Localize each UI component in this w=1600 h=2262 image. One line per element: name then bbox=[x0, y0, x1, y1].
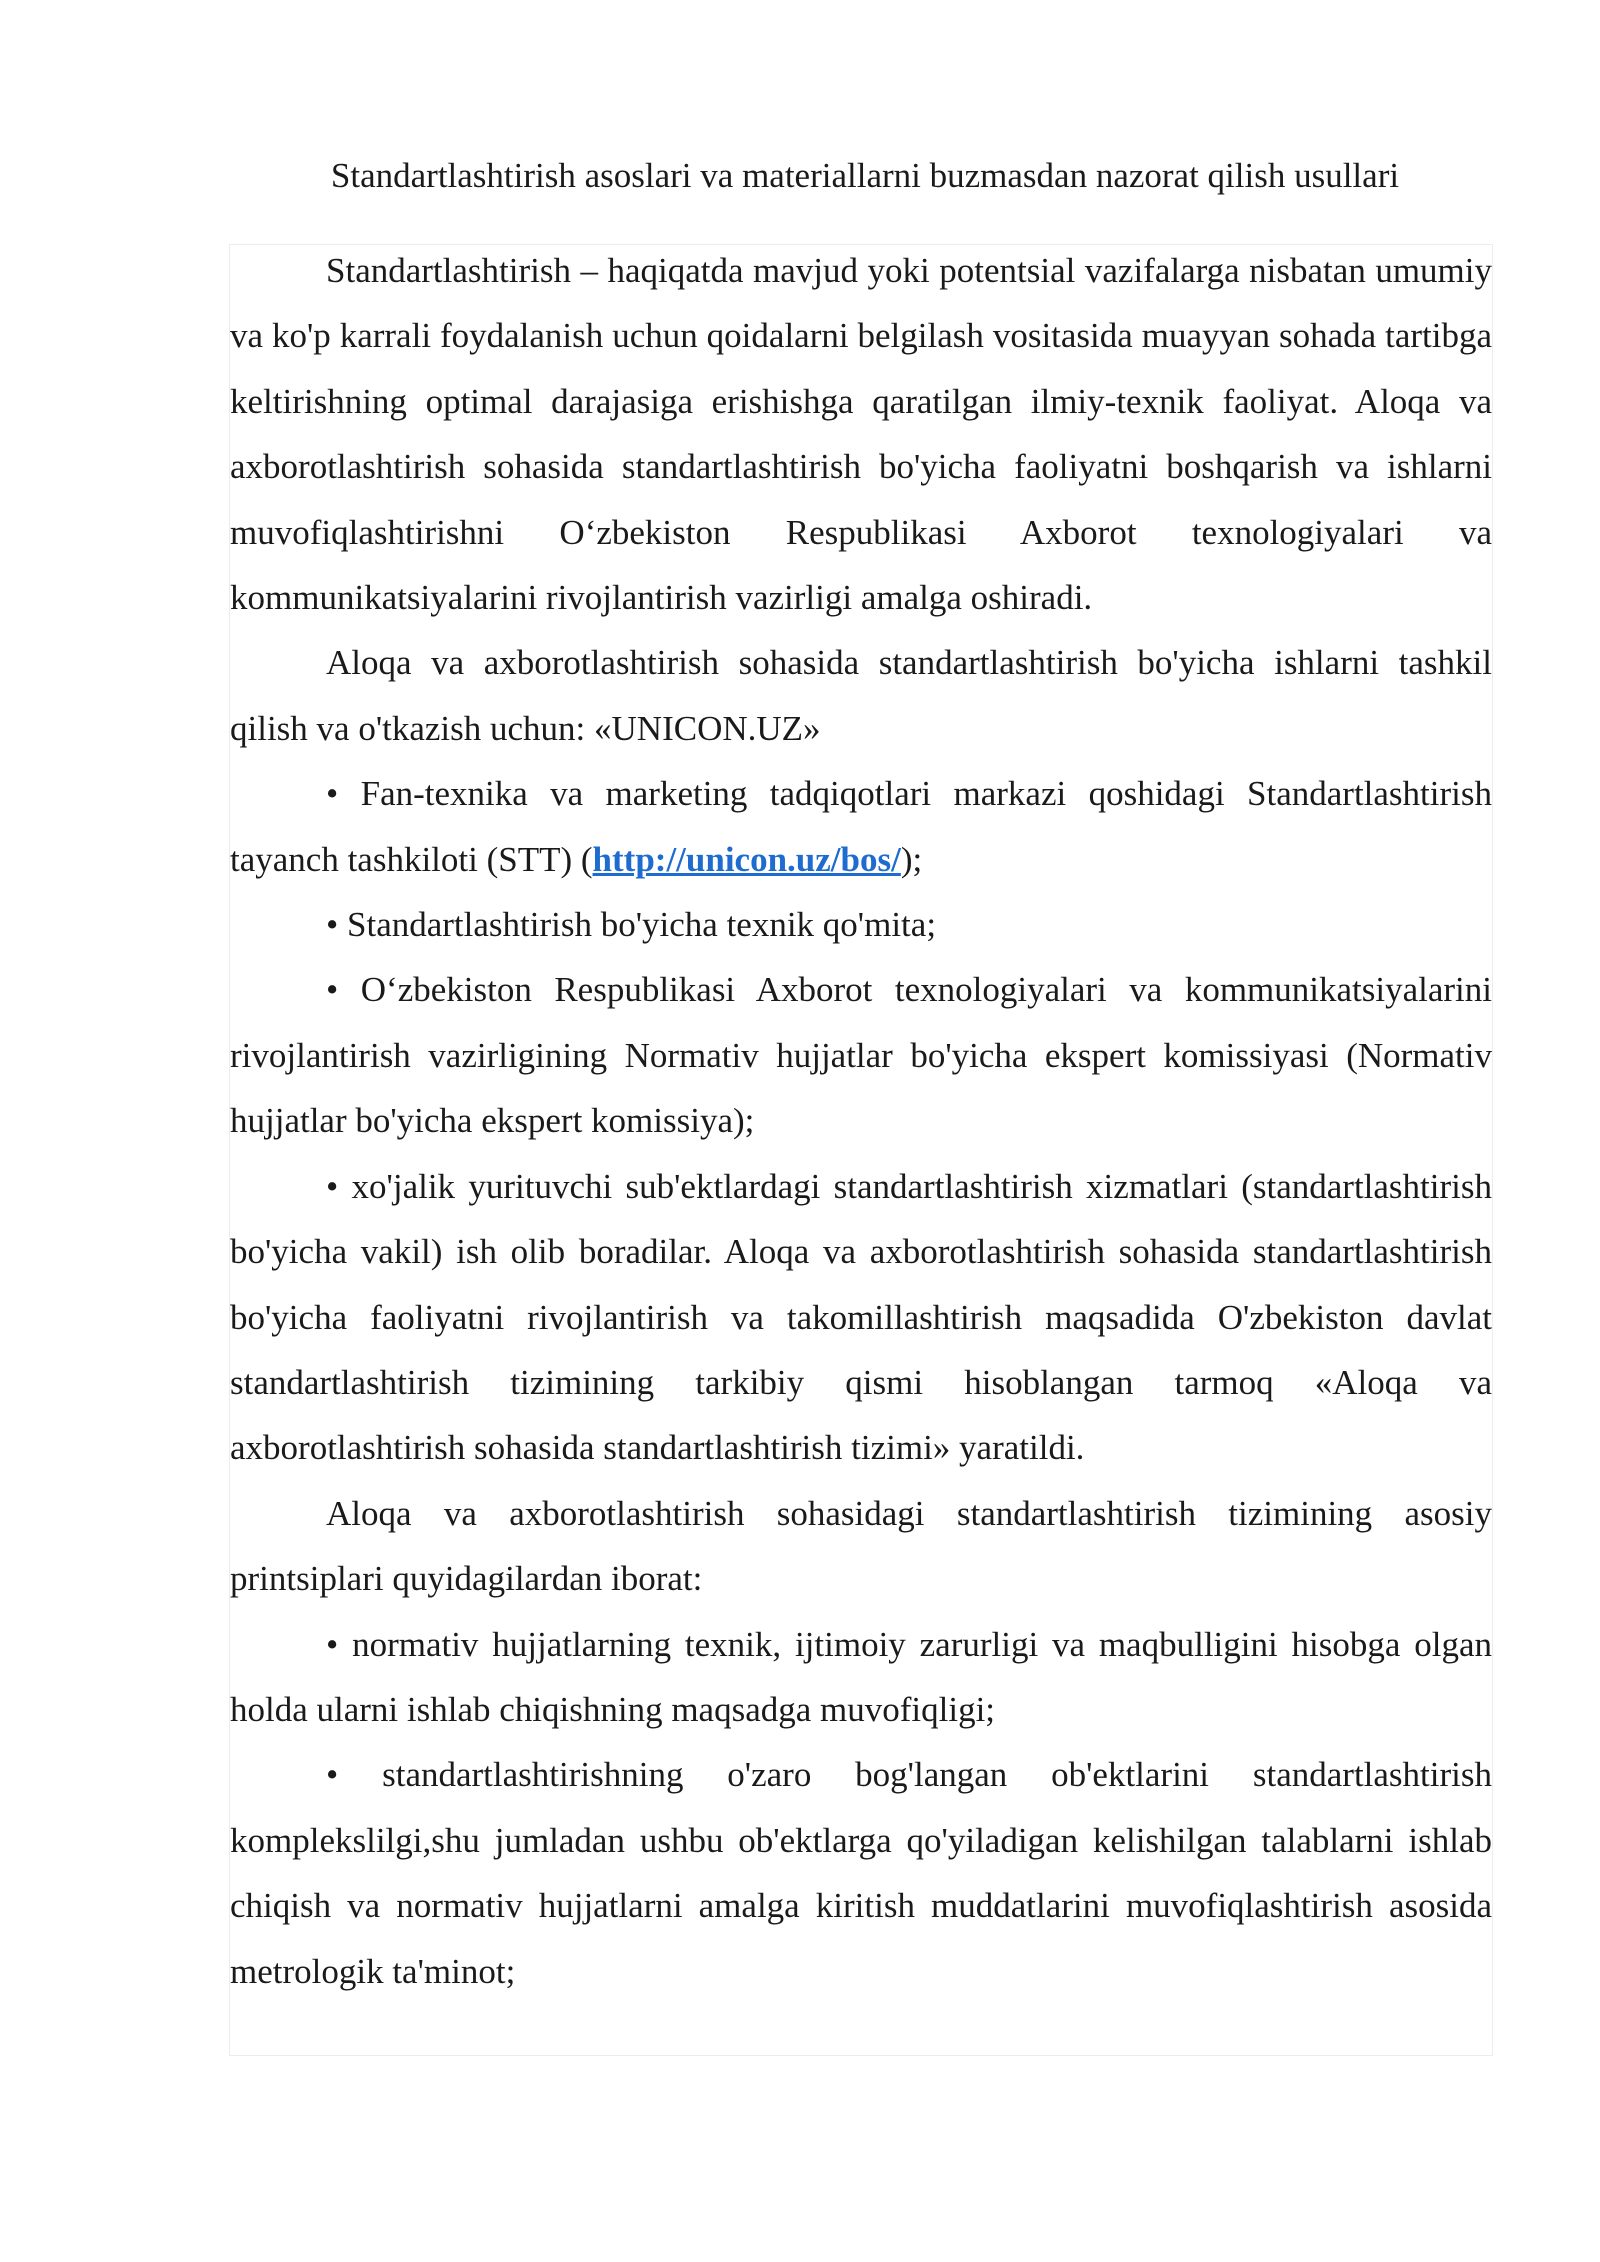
stt-item-end: ); bbox=[900, 839, 923, 879]
paragraph-organization: Aloqa va axborotlashtirish sohasida standartlashtirish bo'yicha ishlarni tashkil qilish va o'tkazish uchun: «UNICON.UZ» bbox=[230, 643, 1492, 748]
paragraph-principle-complexity: • standartlashtirishning o'zaro bog'langan ob'ektlarini standartlashtirish komplekslilgi,shu jumladan ushbu ob'ektlarga qo'yiladigan kelishilgan talablarni ishlab chiqish va normativ hujjatlarni amalga kiritish muddatlarini muvofiqlashtirish asosida metrologik ta'minot; bbox=[230, 1755, 1492, 1991]
paragraph-stt-item bbox=[230, 761, 1492, 892]
paragraph-principles-intro: Aloqa va axborotlashtirish sohasidagi standartlashtirish tizimining asosiy printsiplari quyidagilardan iborat: bbox=[230, 1493, 1492, 1599]
paragraph-services: • xo'jalik yurituvchi sub'ektlardagi standartlashtirish xizmatlari (standartlashtirish bo'yicha vakil) ish olib boradilar. Aloqa va axborotlashtirish sohasida standartlashtirish bo'yicha faoliyatni rivojlantirish va takomillashtirish maqsadida O'zbekiston davlat standartlashtirish tizimining tarkibiy qismi hisoblangan tarmoq «Aloqa va axborotlashtirish sohasida standartlashtirish tizimi» yaratildi. bbox=[230, 1166, 1492, 1468]
document-title: Standartlashtirish asoslari va materiallarni buzmasdan nazorat qilish usullari bbox=[330, 156, 1400, 195]
paragraph-technical-committee: • Standartlashtirish bo'yicha texnik qo'mita; bbox=[326, 905, 937, 945]
document-body bbox=[230, 238, 1492, 2004]
unicon-link[interactable]: http://unicon.uz/bos/ bbox=[592, 839, 901, 879]
paragraph-expert-commission: • O‘zbekiston Respublikasi Axborot texnologiyalari va kommunikatsiyalarini rivojlantirish vazirligining Normativ hujjatlar bo'yicha ekspert komissiyasi (Normativ hujjatlar bo'yicha ekspert komissiya); bbox=[230, 970, 1492, 1141]
paragraph-definition: Standartlashtirish – haqiqatda mavjud yoki potentsial vazifalarga nisbatan umumiy va ko'p karrali foydalanish uchun qoidalarni belgilash vositasida muayyan sohada tartibga keltirishning optimal darajasiga erishishga qaratilgan ilmiy-texnik faoliyat. Aloqa va axborotlashtirish sohasida standartlashtirish bo'yicha faoliyatni boshqarish va ishlarni muvofiqlashtirishni O‘zbekiston Respublikasi Axborot texnologiyalari va kommunikatsiyalarini rivojlantirish vazirligi amalga oshiradi. bbox=[230, 251, 1492, 618]
stt-item-text: • Fan-texnika va marketing tadqiqotlari markazi qoshidagi Standartlashtirish tayanch tashkiloti (STT) ( bbox=[230, 774, 1492, 879]
paragraph-principle-normative: • normativ hujjatlarning texnik, ijtimoiy zarurligi va maqbulligini hisobga olgan holda ularni ishlab chiqishning maqsadga muvofiqligi; bbox=[230, 1624, 1492, 1729]
